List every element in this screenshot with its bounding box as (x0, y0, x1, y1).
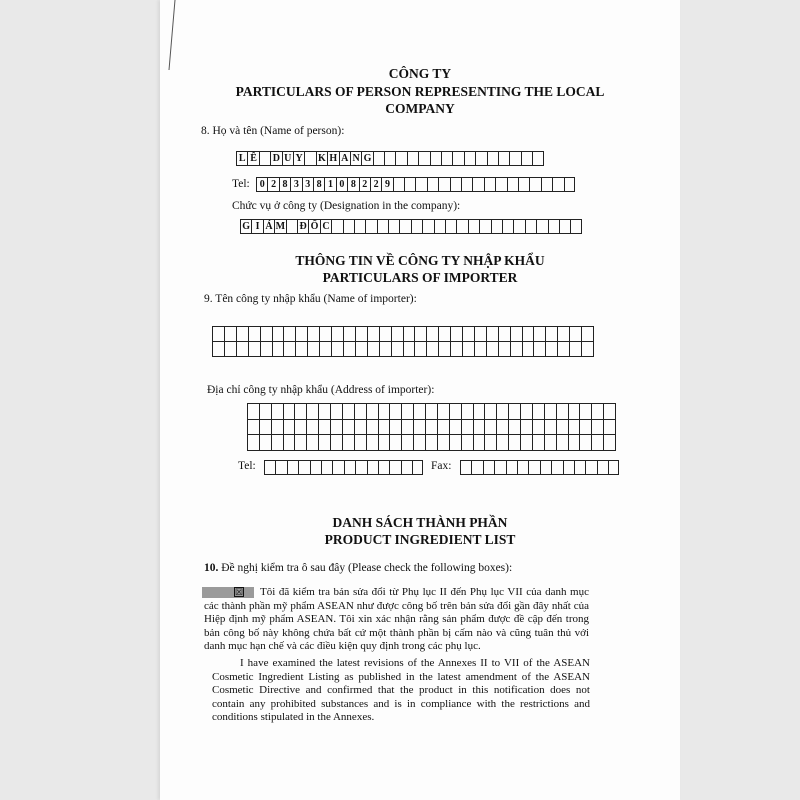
check-instruction-text: Đề nghị kiểm tra ô sau đây (Please check the following boxes): (221, 562, 513, 574)
grid-box[interactable] (580, 404, 592, 420)
grid-box[interactable] (248, 420, 260, 436)
char-box[interactable]: Y (293, 151, 304, 166)
grid-box[interactable] (307, 404, 319, 420)
grid-box[interactable] (284, 404, 296, 420)
char-box[interactable] (304, 151, 315, 166)
char-box[interactable] (377, 219, 388, 234)
grid-box[interactable] (557, 435, 569, 451)
importer-address-boxes[interactable] (247, 403, 616, 451)
grid-box[interactable] (260, 435, 272, 451)
importer-tel-boxes[interactable] (264, 460, 423, 475)
char-box[interactable]: G (240, 219, 251, 234)
grid-box[interactable] (451, 342, 463, 357)
char-box[interactable]: 2 (267, 177, 278, 192)
person-particulars-heading: PARTICULARS OF PERSON REPRESENTING THE LOCAL (235, 84, 605, 99)
char-box[interactable] (399, 219, 410, 234)
char-box[interactable] (286, 219, 297, 234)
grid-box[interactable] (272, 420, 284, 436)
char-box[interactable] (373, 151, 384, 166)
grid-box[interactable] (296, 327, 308, 342)
char-box[interactable]: 0 (256, 177, 267, 192)
char-box[interactable] (548, 219, 559, 234)
char-box[interactable] (563, 460, 574, 475)
char-box[interactable]: H (327, 151, 338, 166)
grid-box[interactable] (343, 420, 355, 436)
importer-heading-en: PARTICULARS OF IMPORTER (322, 270, 518, 285)
char-box[interactable] (445, 219, 456, 234)
grid-box[interactable] (404, 342, 416, 357)
char-box[interactable]: N (350, 151, 361, 166)
char-box[interactable] (456, 219, 467, 234)
char-box[interactable] (438, 177, 449, 192)
grid-box[interactable] (272, 404, 284, 420)
char-box[interactable] (460, 460, 471, 475)
char-box[interactable] (597, 460, 608, 475)
grid-box[interactable] (272, 435, 284, 451)
page-fold-line (168, 0, 176, 70)
grid-box[interactable] (331, 420, 343, 436)
grid-box[interactable] (462, 420, 474, 436)
grid-box[interactable] (356, 342, 368, 357)
grid-box[interactable] (487, 342, 499, 357)
char-box[interactable] (532, 151, 543, 166)
char-box[interactable] (506, 460, 517, 475)
char-box[interactable]: M (275, 221, 286, 232)
grid-box[interactable] (414, 420, 426, 436)
grid-box[interactable] (487, 327, 499, 342)
grid-box[interactable] (355, 435, 367, 451)
grid-box[interactable] (319, 435, 331, 451)
grid-box[interactable] (604, 435, 616, 451)
designation-boxes[interactable] (240, 219, 582, 234)
grid-box[interactable] (592, 420, 604, 436)
grid-box[interactable] (474, 435, 486, 451)
ingredient-heading-en: PRODUCT INGREDIENT LIST (324, 532, 516, 547)
char-box[interactable] (389, 460, 400, 475)
grid-box[interactable] (533, 420, 545, 436)
grid-box[interactable] (213, 342, 225, 357)
grid-box[interactable] (569, 404, 581, 420)
char-box[interactable]: 8 (347, 177, 358, 192)
char-box[interactable] (404, 177, 415, 192)
char-box[interactable] (344, 460, 355, 475)
grid-box[interactable] (225, 342, 237, 357)
char-box[interactable] (552, 177, 563, 192)
grid-box[interactable] (237, 327, 249, 342)
grid-box[interactable] (438, 420, 450, 436)
grid-box[interactable] (582, 327, 594, 342)
ingredient-confirm-checkbox[interactable]: ☒ (235, 587, 244, 597)
char-box[interactable] (491, 219, 502, 234)
char-box[interactable] (502, 219, 513, 234)
grid-box[interactable] (438, 435, 450, 451)
char-box[interactable] (521, 151, 532, 166)
grid-box[interactable] (580, 420, 592, 436)
char-box[interactable] (430, 151, 441, 166)
char-box[interactable] (471, 460, 482, 475)
grid-box[interactable] (580, 435, 592, 451)
importer-fax-label: Fax: (431, 460, 452, 472)
char-box[interactable] (551, 460, 562, 475)
grid-box[interactable] (534, 342, 546, 357)
char-box[interactable] (540, 460, 551, 475)
char-box[interactable] (367, 460, 378, 475)
grid-box[interactable] (451, 327, 463, 342)
char-box[interactable] (564, 177, 575, 192)
grid-box[interactable] (343, 404, 355, 420)
grid-box[interactable] (295, 404, 307, 420)
grid-box[interactable] (497, 404, 509, 420)
grid-box[interactable] (356, 327, 368, 342)
grid-box[interactable] (261, 342, 273, 357)
company-heading: CÔNG TY (388, 66, 452, 81)
char-box[interactable] (525, 219, 536, 234)
char-box[interactable] (487, 151, 498, 166)
char-box[interactable] (517, 460, 528, 475)
ingredient-heading-vi: DANH SÁCH THÀNH PHẦN (332, 515, 508, 530)
grid-box[interactable] (521, 435, 533, 451)
char-box[interactable] (298, 460, 309, 475)
grid-box[interactable] (533, 404, 545, 420)
grid-box[interactable] (295, 420, 307, 436)
grid-box[interactable] (402, 435, 414, 451)
char-box[interactable] (570, 219, 581, 234)
char-box[interactable]: Ê (247, 151, 258, 166)
grid-box[interactable] (497, 420, 509, 436)
grid-box[interactable] (344, 342, 356, 357)
grid-box[interactable] (273, 327, 285, 342)
grid-box[interactable] (509, 404, 521, 420)
grid-box[interactable] (569, 420, 581, 436)
grid-box[interactable] (273, 342, 285, 357)
name-of-person-boxes[interactable] (236, 151, 544, 166)
grid-box[interactable] (439, 327, 451, 342)
grid-box[interactable] (521, 420, 533, 436)
char-box[interactable]: 2 (370, 177, 381, 192)
grid-box[interactable] (557, 404, 569, 420)
char-box[interactable] (574, 460, 585, 475)
grid-box[interactable] (320, 342, 332, 357)
char-box[interactable] (427, 177, 438, 192)
char-box[interactable] (495, 177, 506, 192)
char-box[interactable] (415, 177, 426, 192)
grid-box[interactable] (249, 342, 261, 357)
grid-box[interactable] (604, 420, 616, 436)
char-box[interactable]: 8 (279, 177, 290, 192)
grid-box[interactable] (450, 420, 462, 436)
char-box[interactable] (559, 219, 570, 234)
importer-tel-label: Tel: (238, 460, 256, 472)
grid-box[interactable] (592, 435, 604, 451)
grid-box[interactable] (390, 420, 402, 436)
char-box[interactable] (461, 177, 472, 192)
grid-box[interactable] (284, 342, 296, 357)
grid-box[interactable] (331, 435, 343, 451)
char-box[interactable] (422, 219, 433, 234)
char-box[interactable] (509, 151, 520, 166)
grid-box[interactable] (474, 420, 486, 436)
grid-box[interactable] (463, 327, 475, 342)
char-box[interactable] (331, 219, 342, 234)
char-box[interactable] (483, 460, 494, 475)
grid-box[interactable] (284, 327, 296, 342)
char-box[interactable] (452, 151, 463, 166)
check-instruction-number: 10. (204, 562, 219, 574)
grid-box[interactable] (248, 404, 260, 420)
grid-box[interactable] (307, 435, 319, 451)
grid-box[interactable] (438, 404, 450, 420)
grid-box[interactable] (509, 435, 521, 451)
grid-box[interactable] (463, 342, 475, 357)
char-box[interactable] (528, 460, 539, 475)
grid-box[interactable] (509, 420, 521, 436)
char-box[interactable] (401, 460, 412, 475)
char-box[interactable]: D (270, 151, 281, 166)
grid-box[interactable] (307, 420, 319, 436)
char-box[interactable]: Ố (308, 219, 319, 234)
grid-box[interactable] (439, 342, 451, 357)
char-box[interactable] (407, 151, 418, 166)
grid-box[interactable] (308, 327, 320, 342)
grid-box[interactable] (367, 420, 379, 436)
char-box[interactable]: 9 (381, 177, 392, 192)
grid-box[interactable] (475, 327, 487, 342)
grid-box[interactable] (237, 342, 249, 357)
grid-box[interactable] (213, 327, 225, 342)
grid-box[interactable] (260, 404, 272, 420)
char-box[interactable] (384, 151, 395, 166)
grid-box[interactable] (570, 327, 582, 342)
char-box[interactable]: 3 (290, 177, 301, 192)
grid-box[interactable] (344, 327, 356, 342)
grid-box[interactable] (462, 404, 474, 420)
char-box[interactable] (378, 460, 389, 475)
char-box[interactable] (468, 219, 479, 234)
char-box[interactable] (475, 151, 486, 166)
grid-box[interactable] (368, 342, 380, 357)
char-box[interactable] (395, 151, 406, 166)
grid-box[interactable] (557, 420, 569, 436)
grid-box[interactable] (475, 342, 487, 357)
grid-box[interactable] (343, 435, 355, 451)
importer-name-boxes[interactable] (212, 326, 594, 357)
char-box[interactable]: U (282, 151, 293, 166)
grid-box[interactable] (355, 404, 367, 420)
grid-box[interactable] (545, 420, 557, 436)
char-box[interactable] (498, 151, 509, 166)
grid-box[interactable] (604, 404, 616, 420)
char-box[interactable] (321, 460, 332, 475)
grid-box[interactable] (533, 435, 545, 451)
char-box[interactable] (310, 460, 321, 475)
grid-box[interactable] (332, 327, 344, 342)
grid-box[interactable] (415, 342, 427, 357)
char-box[interactable]: 1 (324, 177, 335, 192)
grid-box[interactable] (390, 435, 402, 451)
char-box[interactable] (450, 177, 461, 192)
grid-box[interactable] (295, 435, 307, 451)
grid-box[interactable] (570, 342, 582, 357)
grid-box[interactable] (284, 420, 296, 436)
grid-box[interactable] (545, 404, 557, 420)
char-box[interactable] (275, 460, 286, 475)
char-box[interactable] (412, 460, 423, 475)
grid-box[interactable] (546, 342, 558, 357)
grid-box[interactable] (558, 342, 570, 357)
char-box[interactable] (484, 177, 495, 192)
person-tel-boxes[interactable] (256, 177, 575, 192)
char-box[interactable] (479, 219, 490, 234)
grid-box[interactable] (249, 327, 261, 342)
grid-box[interactable] (414, 435, 426, 451)
grid-box[interactable] (497, 435, 509, 451)
grid-box[interactable] (521, 404, 533, 420)
char-box[interactable]: Á (263, 219, 274, 234)
grid-box[interactable] (296, 342, 308, 357)
importer-fax-boxes[interactable] (460, 460, 619, 475)
grid-box[interactable] (499, 327, 511, 342)
person-tel-label: Tel: (232, 178, 250, 190)
grid-box[interactable] (558, 327, 570, 342)
grid-box[interactable] (485, 420, 497, 436)
grid-box[interactable] (523, 342, 535, 357)
grid-box[interactable] (392, 342, 404, 357)
importer-heading-vi: THÔNG TIN VỀ CÔNG TY NHẬP KHẨU (295, 253, 545, 268)
grid-box[interactable] (546, 327, 558, 342)
grid-box[interactable] (261, 327, 273, 342)
grid-box[interactable] (474, 404, 486, 420)
grid-box[interactable] (545, 435, 557, 451)
grid-box[interactable] (380, 327, 392, 342)
char-box[interactable]: 0 (336, 177, 347, 192)
grid-box[interactable] (332, 342, 344, 357)
grid-box[interactable] (320, 327, 332, 342)
grid-box[interactable] (225, 327, 237, 342)
char-box[interactable] (608, 460, 619, 475)
grid-box[interactable] (485, 404, 497, 420)
grid-box[interactable] (511, 327, 523, 342)
char-box[interactable] (585, 460, 596, 475)
grid-box[interactable] (380, 342, 392, 357)
char-box[interactable] (354, 219, 365, 234)
char-box[interactable] (529, 177, 540, 192)
grid-box[interactable] (450, 404, 462, 420)
grid-box[interactable] (462, 435, 474, 451)
grid-box[interactable] (402, 420, 414, 436)
char-box[interactable] (441, 151, 452, 166)
char-box[interactable]: C (320, 219, 331, 234)
grid-box[interactable] (499, 342, 511, 357)
grid-box[interactable] (368, 327, 380, 342)
grid-box[interactable] (414, 404, 426, 420)
grid-box[interactable] (582, 342, 594, 357)
grid-box[interactable] (390, 404, 402, 420)
char-box[interactable] (287, 460, 298, 475)
char-box[interactable] (365, 219, 376, 234)
grid-box[interactable] (331, 404, 343, 420)
char-box[interactable] (434, 219, 445, 234)
char-box[interactable] (343, 219, 354, 234)
grid-box[interactable] (284, 435, 296, 451)
english-declaration: I have examined the latest revisions of the Annexes II to VII of the ASEAN Cosmetic Ingredient Listing as published in the latest amendment of the ASEAN Cosmetic Directive and confirmed that the product in this notification does not contain any prohibited substances and is in compliance with the restrictions and conditions stipulated in the Annexes. (212, 657, 590, 723)
char-box[interactable] (355, 460, 366, 475)
char-box[interactable]: L (236, 151, 247, 166)
grid-box[interactable] (260, 420, 272, 436)
char-box[interactable]: 3 (302, 177, 313, 192)
char-box[interactable]: 8 (313, 177, 324, 192)
char-box[interactable] (494, 460, 505, 475)
char-box[interactable] (536, 219, 547, 234)
vietnamese-declaration: Tôi đã kiểm tra bản sửa đổi từ Phụ lục II đến Phụ lục VII của danh mục các thành phần mỹ phẩm ASEAN như được công bố trên bản sửa đổi gần đây nhất của Hiệp định mỹ phẩm ASEAN. Tôi xin xác nhận rằng sản phẩm được đề cập đến trong bản công bố này không chứa bất cứ một thành phần bị cấm nào và cũng tuân thủ với danh mục hạn chế và các điều kiện quy định trong các phụ lục. (204, 586, 589, 652)
char-box[interactable] (264, 460, 275, 475)
grid-box[interactable] (404, 327, 416, 342)
grid-box[interactable] (308, 342, 320, 357)
importer-address-label: Địa chỉ công ty nhập khẩu (Address of importer): (207, 384, 435, 396)
char-box[interactable]: A (339, 151, 350, 166)
designation-label: Chức vụ ở công ty (Designation in the company): (232, 200, 461, 212)
grid-box[interactable] (426, 420, 438, 436)
char-box[interactable] (418, 151, 429, 166)
grid-box[interactable] (355, 420, 367, 436)
char-box[interactable]: 2 (359, 177, 370, 192)
grid-box[interactable] (415, 327, 427, 342)
grid-box[interactable] (569, 435, 581, 451)
char-box[interactable] (388, 219, 399, 234)
grid-box[interactable] (392, 327, 404, 342)
grid-box[interactable] (523, 327, 535, 342)
grid-box[interactable] (367, 435, 379, 451)
grid-box[interactable] (402, 404, 414, 420)
char-box[interactable] (411, 219, 422, 234)
grid-box[interactable] (379, 420, 391, 436)
grid-box[interactable] (319, 420, 331, 436)
char-box[interactable]: G (361, 151, 372, 166)
char-box[interactable]: K (316, 151, 327, 166)
grid-box[interactable] (248, 435, 260, 451)
char-box[interactable] (472, 177, 483, 192)
grid-box[interactable] (379, 404, 391, 420)
char-box[interactable]: Đ (297, 219, 308, 234)
char-box[interactable] (507, 177, 518, 192)
char-box[interactable] (464, 151, 475, 166)
grid-box[interactable] (534, 327, 546, 342)
char-box[interactable]: I (251, 219, 262, 234)
person-particulars-heading-cont: COMPANY (385, 101, 455, 116)
char-box[interactable] (518, 177, 529, 192)
grid-box[interactable] (319, 404, 331, 420)
char-box[interactable] (259, 151, 270, 166)
grid-box[interactable] (485, 435, 497, 451)
char-box[interactable] (332, 460, 343, 475)
grid-box[interactable] (450, 435, 462, 451)
importer-name-label: 9. Tên công ty nhập khẩu (Name of importer): (204, 293, 417, 305)
grid-box[interactable] (426, 404, 438, 420)
grid-box[interactable] (511, 342, 523, 357)
check-instruction (204, 562, 512, 574)
name-of-person-label: 8. Họ và tên (Name of person): (201, 125, 345, 137)
grid-box[interactable] (367, 404, 379, 420)
grid-box[interactable] (592, 404, 604, 420)
char-box[interactable] (393, 177, 404, 192)
char-box[interactable] (541, 177, 552, 192)
grid-box[interactable] (427, 327, 439, 342)
grid-box[interactable] (426, 435, 438, 451)
grid-box[interactable] (379, 435, 391, 451)
char-box[interactable] (513, 219, 524, 234)
grid-box[interactable] (427, 342, 439, 357)
